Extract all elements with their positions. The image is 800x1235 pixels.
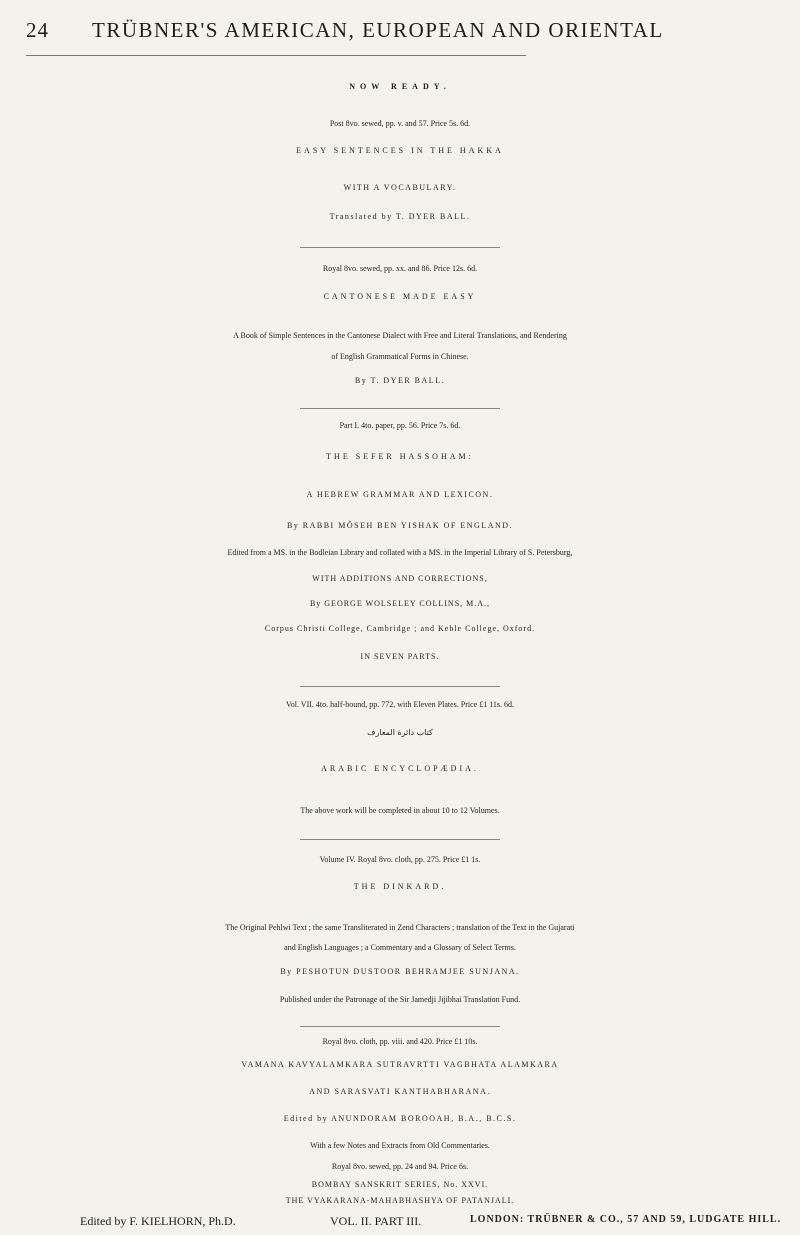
book-meta: Royal 8vo. cloth, pp. viii. and 420. Price £1 10s. — [322, 1037, 478, 1046]
book-title: EASY SENTENCES IN THE HAKKA — [296, 146, 504, 155]
book-author: Edited by ANUNDORAM BOROOAH, B.A., B.C.S. — [283, 1114, 517, 1123]
book-meta: Royal 8vo. sewed, pp. 24 and 94. Price 6s. — [331, 1162, 469, 1171]
book-description: and English Languages ; a Commentary and a Glossary of Select Terms. — [284, 943, 516, 952]
now-ready-heading: NOW READY. — [349, 82, 451, 91]
book-title: THE DINKARD. — [353, 882, 447, 891]
book-author: Edited by F. KIELHORN, Ph.D. — [80, 1214, 236, 1228]
book-description: of English Grammatical Forms in Chinese. — [331, 352, 469, 361]
book-subtitle: AND SARASVATI KANTHABHARANA. — [309, 1087, 491, 1096]
book-description: With a few Notes and Extracts from Old Commentaries. — [310, 1141, 490, 1150]
book-author: By RABBI MÔSEH BEN YISHAK OF ENGLAND. — [286, 521, 514, 530]
page-header — [26, 18, 786, 52]
section-rule — [300, 839, 500, 840]
book-credit: By T. DYER BALL. — [354, 376, 446, 385]
book-title: VAMANA KAVYALAMKARA SUTRAVRTTI VAGBHATA ALAMKARA — [241, 1060, 559, 1069]
book-description: The Original Pehlwi Text ; the same Transliterated in Zend Characters ; translation of the Text in the Gujarati — [225, 923, 575, 932]
book-title: THE VYAKARANA-MAHABHASHYA OF PATANJALI. — [285, 1196, 515, 1205]
book-description: Corpus Christi College, Cambridge ; and Keble College, Oxford. — [264, 624, 536, 633]
book-description: VOL. II. PART III. — [330, 1214, 422, 1228]
section-rule — [300, 686, 500, 687]
book-description: IN SEVEN PARTS. — [360, 652, 440, 661]
arabic-title: كتاب دائرة المعارف — [367, 728, 433, 737]
book-meta: Post 8vo. sewed, pp. v. and 57. Price 5s. 6d. — [329, 119, 471, 128]
book-meta: Part I. 4to. paper, pp. 56. Price 7s. 6d. — [339, 421, 461, 430]
book-series: BOMBAY SANSKRIT SERIES, No. XXVI. — [311, 1180, 489, 1189]
section-rule — [300, 1026, 500, 1027]
book-description: By GEORGE WOLSELEY COLLINS, M.A., — [309, 599, 491, 608]
book-subtitle: WITH A VOCABULARY. — [343, 183, 457, 192]
section-rule — [300, 247, 500, 248]
book-author: By PESHOTUN DUSTOOR BEHRAMJEE SUNJANA. — [280, 967, 520, 976]
book-description: Edited from a MS. in the Bodleian Library and collated with a MS. in the Imperial Library of S. Petersburg, — [227, 548, 573, 557]
book-title: ARABIC ENCYCLOPÆDIA. — [321, 764, 479, 773]
book-description: Published under the Patronage of the Sir Jamedji Jijibhai Translation Fund. — [279, 995, 521, 1004]
book-meta: Vol. VII. 4to. half-bound, pp. 772, with Eleven Plates. Price £1 11s. 6d. — [285, 700, 515, 709]
page-number: 24 — [26, 18, 49, 42]
book-subtitle: A HEBREW GRAMMAR AND LEXICON. — [306, 490, 494, 499]
book-description: The above work will be completed in about 10 to 12 Volumes. — [300, 806, 500, 815]
book-credit: Translated by T. DYER BALL. — [329, 212, 471, 221]
book-meta: Royal 8vo. sewed, pp. xx. and 86. Price 12s. 6d. — [322, 264, 478, 273]
header-rule — [26, 55, 526, 56]
book-title: CANTONESE MADE EASY — [323, 292, 477, 301]
book-description: WITH ADDITIONS AND CORRECTIONS, — [312, 574, 488, 583]
running-title: TRÜBNER'S AMERICAN, EUROPEAN AND ORIENTAL — [92, 18, 664, 42]
publisher-footer: LONDON: TRÜBNER & CO., 57 AND 59, LUDGATE HILL. — [470, 1214, 782, 1225]
book-description: A Book of Simple Sentences in the Cantonese Dialect with Free and Literal Translations, and Rendering — [233, 331, 567, 340]
book-meta: Volume IV. Royal 8vo. cloth, pp. 275. Price £1 1s. — [319, 855, 481, 864]
section-rule — [300, 408, 500, 409]
book-title: THE SEFER HASSOHAM: — [326, 452, 474, 461]
